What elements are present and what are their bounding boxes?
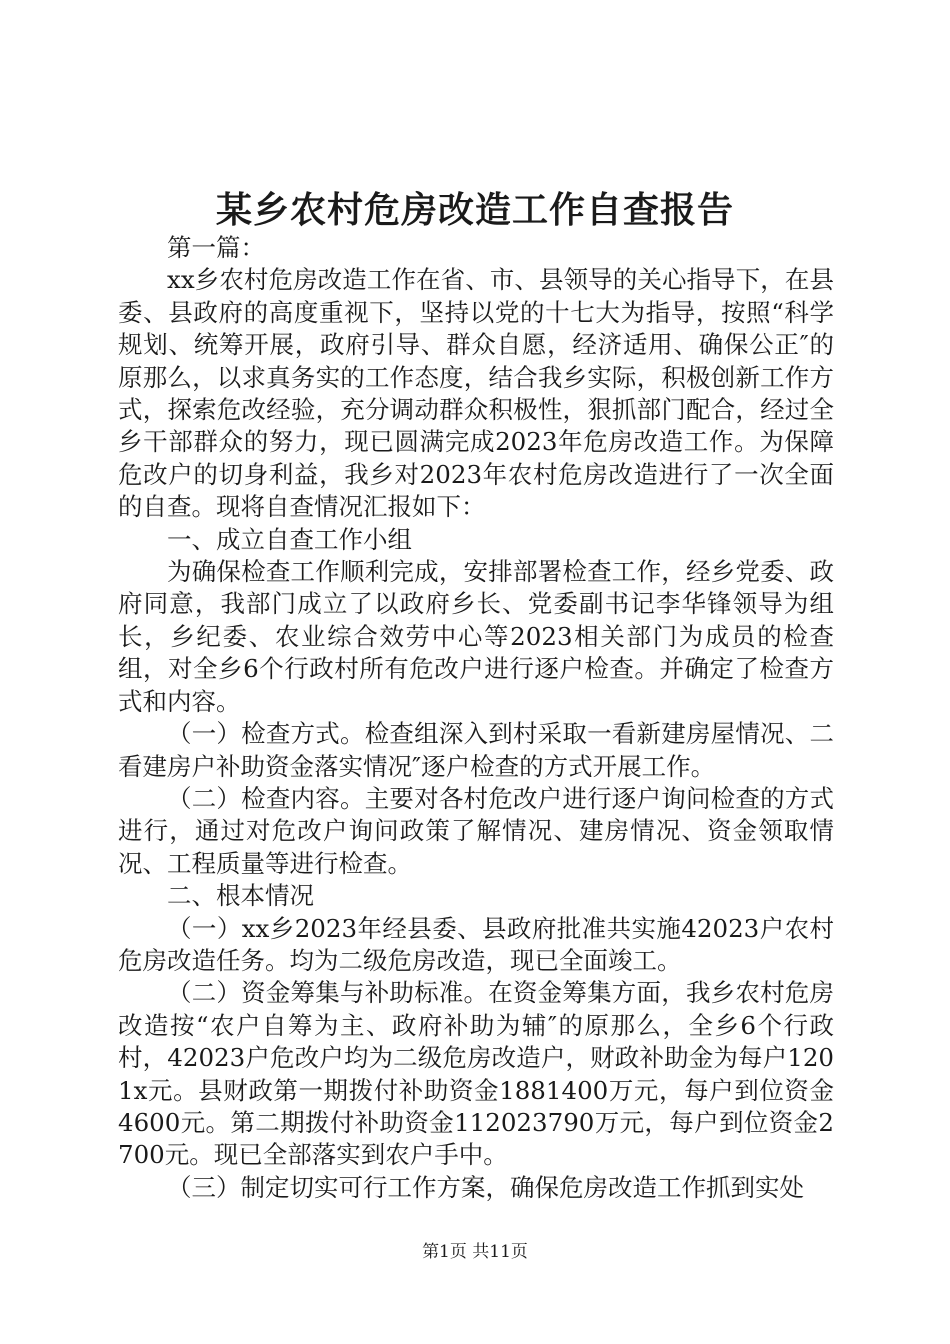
body-paragraph: （三）制定切实可行工作方案，确保危房改造工作抓到实处 — [167, 1172, 804, 1202]
body-paragraph: （二）检查内容。主要对各村危改户进行逐户询问检查的方式进行，通过对危改户询问政策了解情况、建房情况、资金领取情况、工程质量等进行检查。 — [118, 783, 834, 878]
section-heading: 二、根本情况 — [167, 881, 314, 911]
section-heading: 一、成立自查工作小组 — [167, 524, 412, 554]
section-label: 第一篇： — [167, 233, 265, 262]
body-paragraph: （一）xx乡2023年经县委、县政府批准共实施42023户农村危房改造任务。均为二级危房改造，现已全面竣工。 — [118, 913, 834, 975]
body-paragraph: （一）检查方式。检查组深入到村采取一看新建房屋情况、二看建房户补助资金落实情况″逐户检查的方式开展工作。 — [118, 719, 834, 781]
body-paragraph: （二）资金筹集与补助标准。在资金筹集方面，我乡农村危房改造按“农户自筹为主、政府补助为辅″的原那么，全乡6个行政村，42023户危改户均为二级危房改造户，财政补助金为每户1201x元。县财政第一期拨付补助资金1881400万元，每户到位资金4600元。第二期拨付补助资金112023790万元，每户到位资金2700元。现已全部落实到农户手中。 — [118, 978, 834, 1170]
body-paragraph: 为确保检查工作顺利完成，安排部署检查工作，经乡党委、政府同意，我部门成立了以政府乡长、党委副书记李华锋领导为组长，乡纪委、农业综合效劳中心等2023相关部门为成员的检查组，对全乡6个行政村所有危改户进行逐户检查。并确定了检查方式和内容。 — [118, 557, 834, 716]
intro-paragraph: xx乡农村危房改造工作在省、市、县领导的关心指导下，在县委、县政府的高度重视下，坚持以党的十七大为指导，按照“科学规划、统筹开展，政府引导、群众自愿，经济适用、确保公正″的原那么，以求真务实的工作态度，结合我乡实际，积极创新工作方式，探索危改经验，充分调动群众积极性，狠抓部门配合，经过全乡干部群众的努力，现已圆满完成2023年危房改造工作。为保障危改户的切身利益，我乡对2023年农村危房改造进行了一次全面的自查。现将自查情况汇报如下： — [118, 265, 834, 522]
document-body — [118, 232, 834, 1204]
document-title: 某乡农村危房改造工作自查报告 — [215, 189, 734, 231]
page-footer: 第1页 共11页 — [422, 1242, 528, 1262]
